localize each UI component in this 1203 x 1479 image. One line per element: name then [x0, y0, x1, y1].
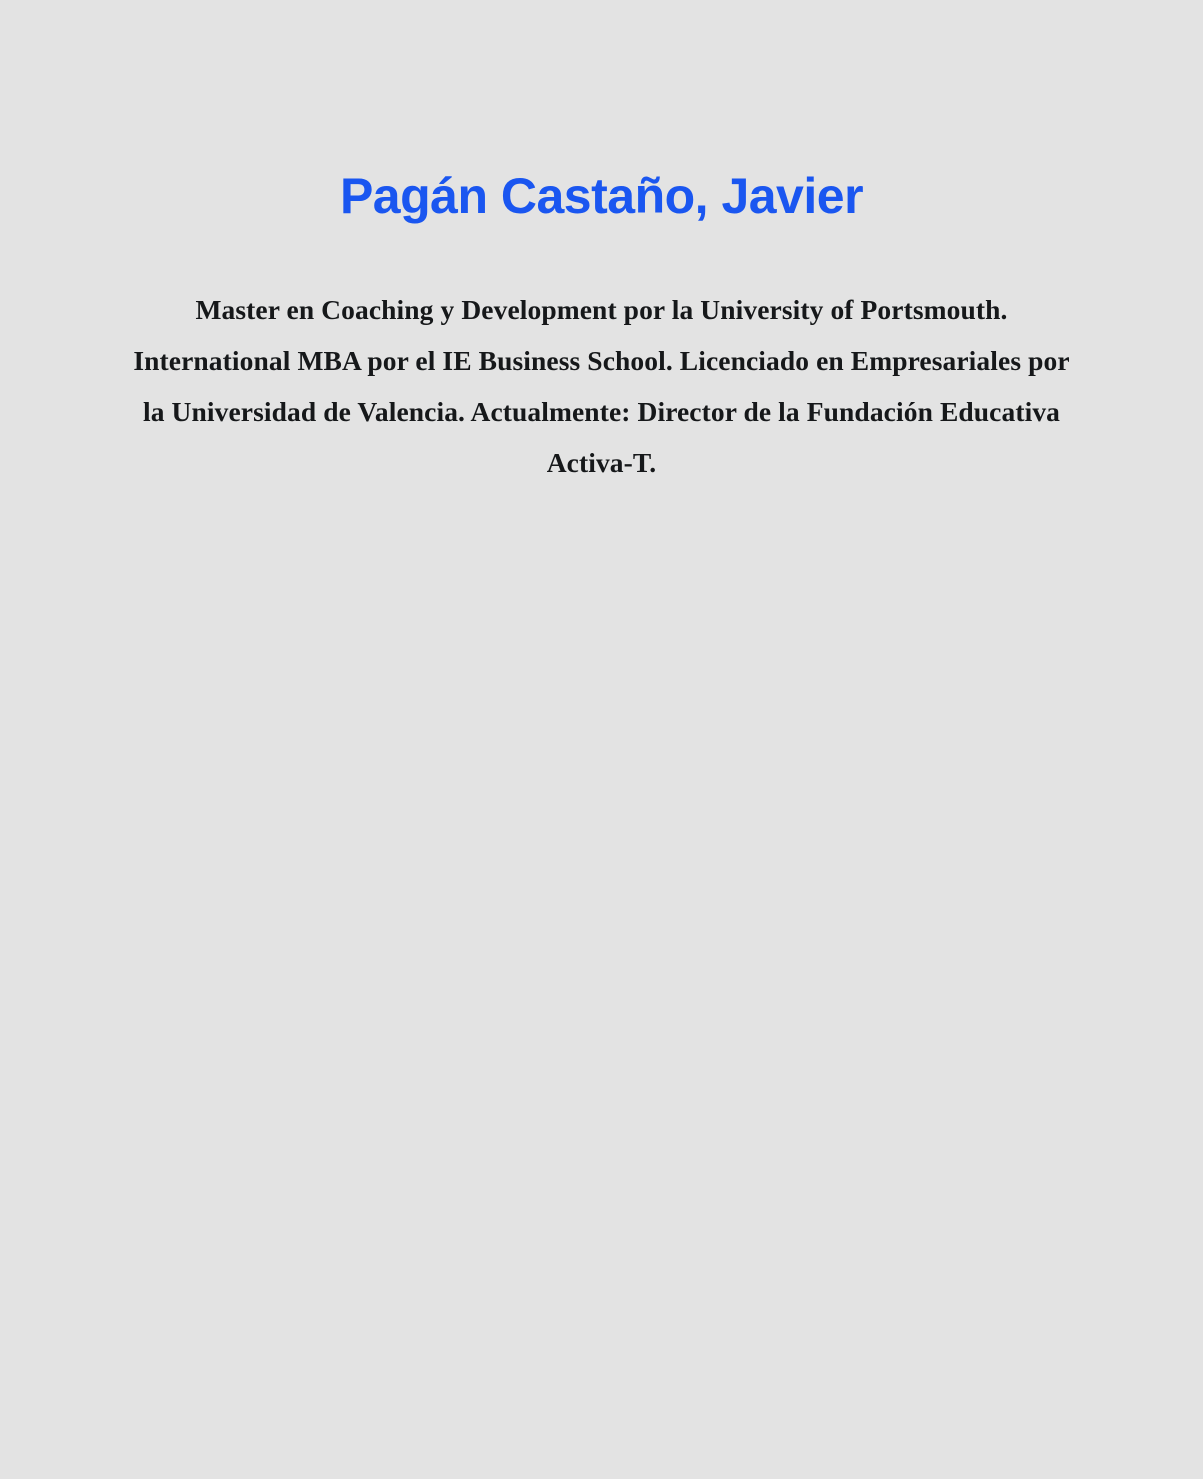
profile-biography: Master en Coaching y Development por la University of Portsmouth. International MBA por el IE Business School. Licenciado en Empresariales por la Universidad de Valencia. Actualmente: Director de la Fundación Educativa Activa-T.	[133, 293, 1070, 478]
page-title: Pagán Castaño, Javier	[339, 168, 864, 224]
profile-card	[0, 0, 1203, 488]
